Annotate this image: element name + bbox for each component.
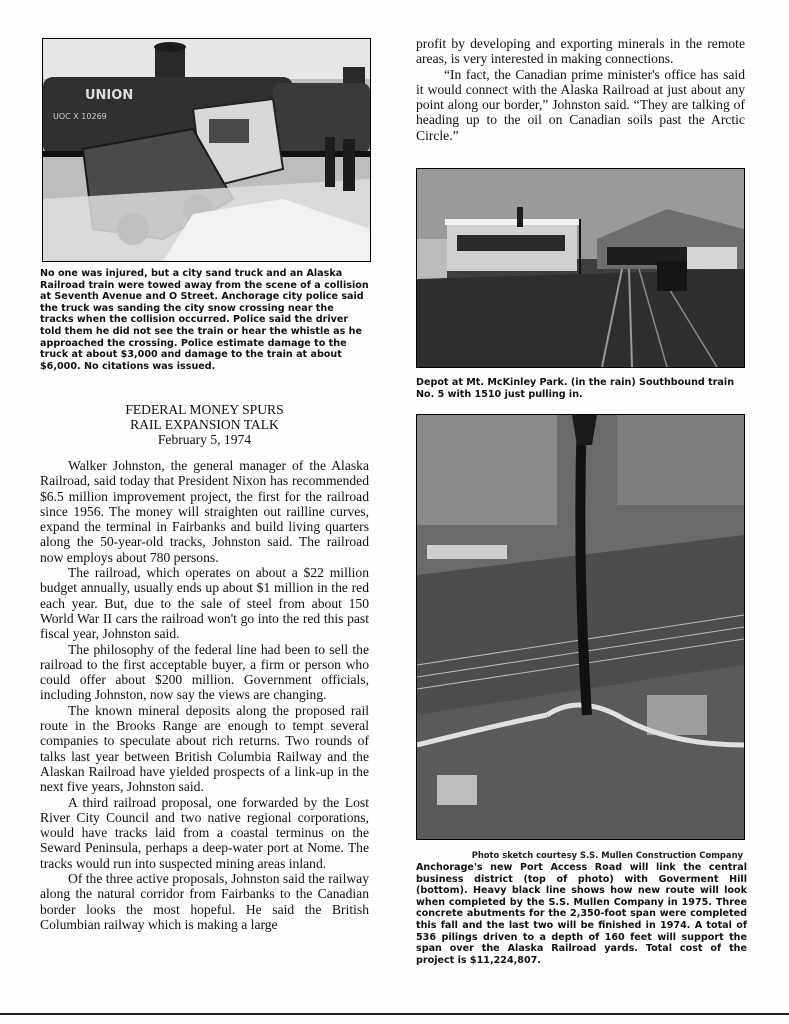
- collision-photo: [42, 38, 371, 262]
- article-paragraph: The railroad, which operates on about a $22 million budget annually, usually ends up about $1 million in the red each year. But, due to the sale of steel from about 150 World War II cars the railroad won't go into the red this past fiscal year, Johnston said.: [40, 565, 369, 642]
- article-paragraph: Of the three active proposals, Johnston said the railway along the natural corridor from Fairbanks to the Canadian border looks the most hopeful. He said the British Columbian railway which is making a large: [40, 871, 369, 932]
- article-paragraph: The philosophy of the federal line had been to sell the railroad to the first acceptable buyer, a firm or person who could offer about $200 million. Government officials, including Johnston, now say the views are changing.: [40, 641, 369, 703]
- tank-car-name: UNION: [85, 88, 134, 103]
- aerial-caption: Anchorage's new Port Access Road will link the central business district (top of photo) with Goverment Hill (bottom). Heavy black line shows how new route will look when completed by the S.S. Mullen Company in 1975. Three concrete abutments for the 2,350-foot span were completed this fall and the last two will be finished in 1974. A total of 536 pilings driven to a depth of 160 feet will support the span over the Alaska Railroad yards. Total cost of the project is $11,224,807.: [416, 862, 747, 966]
- collision-caption: No one was injured, but a city sand truck and an Alaska Railroad train were towed away from the scene of a collision at Seventh Avenue and O Street. Anchorage city police said the truck was sanding the city snow crossing near the tracks when the collision occurred. Police said the driver told them he did not see the train or hear the whistle as he approached the crossing. Police estimate damage to the truck at about $3,000 and damage to the train at about $6,000. No citations was issued.: [40, 268, 369, 372]
- photo-credit: Photo sketch courtesy S.S. Mullen Construction Company: [471, 850, 743, 860]
- article-paragraph: A third railroad proposal, one forwarded by the Lost River City Council and two native regional corporations, would have tracks laid from a coastal terminus on the Seward Peninsula, perhaps a deep-water port at Nome. The tracks would run into suspected mining areas inland.: [40, 794, 369, 871]
- article-headline: [40, 402, 369, 447]
- headline-line-2: RAIL EXPANSION TALK: [130, 417, 279, 432]
- headline-line-1: FEDERAL MONEY SPURS: [125, 402, 284, 417]
- article-body: [40, 458, 369, 932]
- tank-car-number: UOC X 10269: [53, 112, 107, 121]
- article-paragraph: The known mineral deposits along the proposed rail route in the Brooks Range are enough to tempt several companies to speculate about rich returns. Two rounds of talks last year between British Columbia Railway and the Alaskan Railroad have yielded prospects of a link-up in the next five years, Johnston said.: [40, 702, 369, 795]
- bottom-rule: [0, 1013, 789, 1015]
- article-paragraph: “In fact, the Canadian prime minister's office has said it would connect with the Alaska Railroad at just about any point along our border,” Johnston said. “They are talking of heading up to the oil on Canadian soils past the Arctic Circle.”: [416, 66, 745, 143]
- aerial-photo: [416, 414, 745, 840]
- depot-caption: Depot at Mt. McKinley Park. (in the rain) Southbound train No. 5 with 1510 just pulling in.: [416, 377, 735, 400]
- article-paragraph: Walker Johnston, the general manager of the Alaska Railroad, said today that President Nixon has recommended $6.5 million improvement project, the first for the railroad since 1956. The money will straighten out railline curves, expand the terminal in Fairbanks and build living quarters along the 50-year-old tracks, Johnston said. The railroad now employs about 780 persons.: [40, 458, 369, 565]
- article-paragraph: profit by developing and exporting minerals in the remote areas, is very interested in making connections.: [416, 36, 745, 67]
- depot-photo: [416, 168, 745, 368]
- article-date: February 5, 1974: [157, 432, 252, 447]
- article-continuation: [416, 36, 745, 143]
